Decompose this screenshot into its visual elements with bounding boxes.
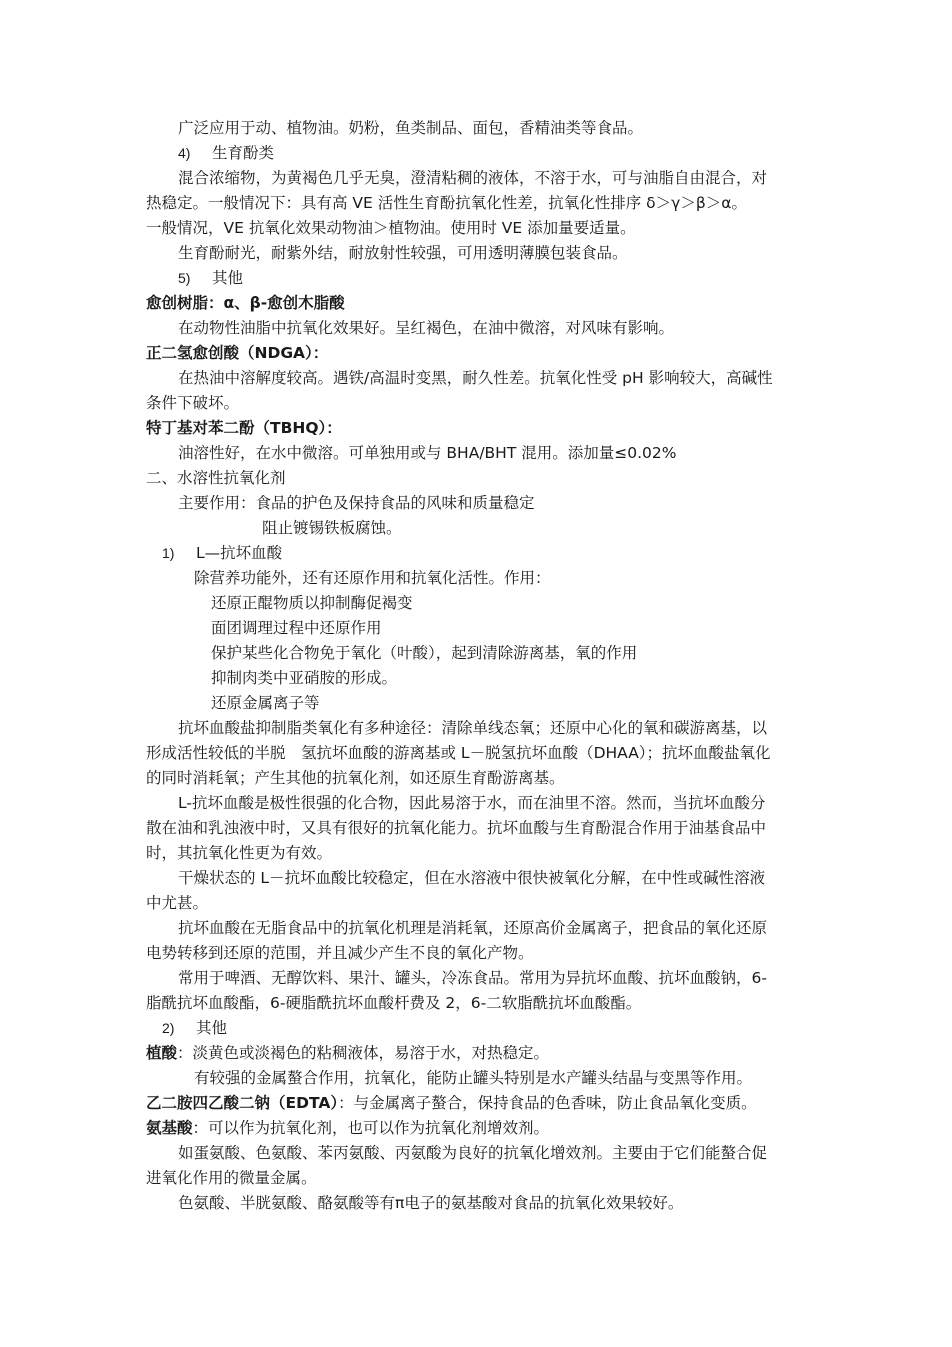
- term-line: [146, 1116, 549, 1140]
- text-line: 抗坏血酸在无脂食品中的抗氧化机理是消耗氧，还原高价金属离子，把食品的氧化还原: [178, 919, 768, 937]
- list-number: 2): [162, 1020, 175, 1036]
- list-number: 1): [162, 545, 175, 561]
- term-text: ：与金属离子螯合，保持食品的色香味，防止食品氧化变质。: [338, 1094, 757, 1112]
- text-line: 广泛应用于动、植物油。奶粉，鱼类制品、面包，香精油类等食品。: [178, 119, 644, 137]
- term-label: 氨基酸: [146, 1119, 193, 1137]
- list-number: 5): [178, 270, 191, 286]
- text-line: 进氧化作用的微量金属。: [146, 1169, 317, 1187]
- text-line: 除营养功能外，还有还原作用和抗氧化活性。作用：: [194, 569, 551, 587]
- text-line: L-抗坏血酸是极性很强的化合物，因此易溶于水，而在油里不溶。然而，当抗坏血酸分: [178, 794, 766, 812]
- text-line: 常用于啤酒、无醇饮料、果汁、罐头，冷冻食品。常用为异抗坏血酸、抗坏血酸钠，6-: [178, 969, 767, 987]
- list-heading-text: 其他: [212, 269, 244, 287]
- list-heading-text: 其他: [196, 1019, 228, 1037]
- text-line: 色氨酸、半胱氨酸、酪氨酸等有π电子的氨基酸对食品的抗氧化效果较好。: [178, 1194, 684, 1212]
- bold-heading: 愈创树脂：α、β-愈创木脂酸: [146, 294, 345, 312]
- text-line: 一般情况，VE 抗氧化效果动物油＞植物油。使用时 VE 添加量要适量。: [146, 219, 636, 237]
- list-heading: [162, 541, 282, 565]
- text-line: 时，其抗氧化性更为有效。: [146, 844, 333, 862]
- text-line: 保护某些化合物免于氧化（叶酸），起到清除游离基，氧的作用: [211, 644, 638, 662]
- text-line: 热稳定。一般情况下：具有高 VE 活性生育酚抗氧化性差，抗氧化性排序 δ＞γ＞β＞α。: [146, 194, 747, 212]
- text-line: 在动物性油脂中抗氧化效果好。呈红褐色，在油中微溶，对风味有影响。: [178, 319, 675, 337]
- text-line: 面团调理过程中还原作用: [211, 619, 382, 637]
- bold-heading: 特丁基对苯二酚（TBHQ）：: [146, 419, 342, 437]
- bold-heading: 正二氢愈创酸（NDGA）：: [146, 344, 329, 362]
- text-line: 抗坏血酸盐抑制脂类氧化有多种途径：清除单线态氧；还原中心化的氧和碳游离基，以: [178, 719, 768, 737]
- list-heading-text: 生育酚类: [212, 144, 275, 162]
- text-line: 脂酰抗坏血酸酯，6-硬脂酰抗坏血酸杆费及 2，6-二软脂酰抗坏血酸酯。: [146, 994, 642, 1012]
- section-heading: 二、水溶性抗氧化剂: [146, 469, 286, 487]
- text-line: 油溶性好，在水中微溶。可单独用或与 BHA/BHT 混用。添加量≤0.02%: [178, 444, 677, 462]
- text-line: 在热油中溶解度较高。遇铁/高温时变黑，耐久性差。抗氧化性受 pH 影响较大，高碱性: [178, 369, 773, 387]
- list-heading: [178, 141, 274, 165]
- term-line: [146, 1091, 757, 1115]
- term-text: ：淡黄色或淡褐色的粘稠液体，易溶于水，对热稳定。: [177, 1044, 550, 1062]
- text-line: 主要作用：食品的护色及保持食品的风味和质量稳定: [178, 494, 535, 512]
- list-heading: [178, 266, 243, 290]
- list-number: 4): [178, 145, 191, 161]
- list-heading: [162, 1016, 227, 1040]
- text-line: 混合浓缩物，为黄褐色几乎无臭，澄清粘稠的液体，不溶于水，可与油脂自由混合，对: [178, 169, 768, 187]
- text-line: 干燥状态的 L－抗坏血酸比较稳定，但在水溶液中很快被氧化分解，在中性或碱性溶液: [178, 869, 766, 887]
- text-line: 电势转移到还原的范围，并且减少产生不良的氧化产物。: [146, 944, 534, 962]
- text-line: 抑制肉类中亚硝胺的形成。: [211, 669, 398, 687]
- text-line: 生育酚耐光，耐紫外结，耐放射性较强，可用透明薄膜包装食品。: [178, 244, 628, 262]
- term-label: 乙二胺四乙酸二钠（EDTA）: [146, 1094, 339, 1112]
- text-line: 阻止镀锡铁板腐蚀。: [262, 519, 402, 537]
- term-line: [146, 1041, 549, 1065]
- text-line: 有较强的金属螯合作用，抗氧化，能防止罐头特别是水产罐头结晶与变黑等作用。: [194, 1069, 753, 1087]
- text-line: 如蛋氨酸、色氨酸、苯丙氨酸、丙氨酸为良好的抗氧化增效剂。主要由于它们能螯合促: [178, 1144, 768, 1162]
- text-line: 的同时消耗氧；产生其他的抗氧化剂，如还原生育酚游离基。: [146, 769, 565, 787]
- text-line: 散在油和乳浊液中时，又具有很好的抗氧化能力。抗坏血酸与生育酚混合作用于油基食品中: [146, 819, 767, 837]
- list-heading-text: L—抗坏血酸: [196, 544, 283, 562]
- term-text: ：可以作为抗氧化剂，也可以作为抗氧化剂增效剂。: [192, 1119, 550, 1137]
- text-line: 中尤甚。: [146, 894, 209, 912]
- text-line: 形成活性较低的半脱 氢抗坏血酸的游离基或 L－脱氢抗坏血酸（DHAA）；抗坏血酸盐氧化: [146, 744, 771, 762]
- text-line: 还原金属离子等: [211, 694, 320, 712]
- term-label: 植酸: [146, 1044, 178, 1062]
- text-line: 还原正醌物质以抑制酶促褐变: [211, 594, 413, 612]
- text-line: 条件下破坏。: [146, 394, 240, 412]
